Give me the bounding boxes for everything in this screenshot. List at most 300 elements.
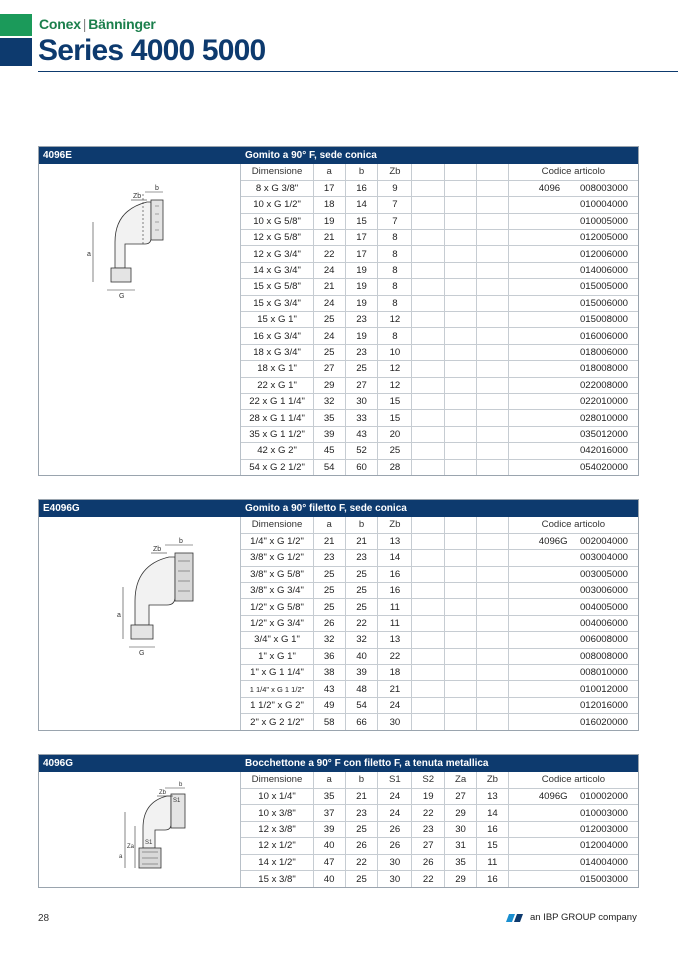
empty-cell (412, 681, 445, 697)
dimension-cell: 3/4" x G 1" (241, 632, 313, 648)
value-cell: 36 (313, 648, 345, 664)
table-row (241, 377, 638, 393)
table-row (241, 533, 638, 549)
product-section-E4096G (38, 499, 639, 731)
value-cell: 25 (313, 312, 345, 328)
article-code-cell (508, 550, 638, 566)
table-row (241, 197, 638, 213)
article-code-cell (508, 262, 638, 278)
value-cell: 39 (313, 426, 345, 442)
empty-cell (445, 213, 477, 229)
column-header: S2 (412, 772, 445, 788)
column-header: Dimensione (241, 164, 313, 180)
empty-cell (412, 697, 445, 713)
column-header: b (345, 517, 378, 533)
value-cell: 10 (378, 344, 412, 360)
svg-text:G: G (119, 293, 125, 300)
value-cell: 37 (313, 805, 345, 821)
empty-cell (476, 279, 508, 295)
value-cell: 11 (378, 615, 412, 631)
company-footer (506, 912, 637, 923)
article-code: 010012000 (579, 683, 628, 695)
article-code-cell (508, 230, 638, 246)
value-cell: 14 (476, 805, 508, 821)
value-cell: 49 (313, 697, 345, 713)
article-code-cell (508, 361, 638, 377)
value-cell: 47 (313, 854, 345, 870)
svg-text:b: b (155, 185, 159, 192)
value-cell: 24 (378, 697, 412, 713)
column-header (476, 517, 508, 533)
value-cell: 30 (345, 393, 378, 409)
value-cell: 16 (476, 821, 508, 837)
table-row (241, 344, 638, 360)
empty-cell (445, 697, 477, 713)
value-cell: 12 (378, 377, 412, 393)
column-header (476, 164, 508, 180)
empty-cell (476, 533, 508, 549)
article-code: 010002000 (579, 791, 628, 803)
empty-cell (476, 681, 508, 697)
value-cell: 15 (378, 410, 412, 426)
product-section-4096E (38, 146, 639, 476)
dimension-cell: 35 x G 1 1/2" (241, 426, 313, 442)
table-row (241, 788, 638, 804)
table-row (241, 213, 638, 229)
dimension-cell: 1" x G 1" (241, 648, 313, 664)
value-cell: 22 (378, 648, 412, 664)
value-cell: 26 (412, 854, 445, 870)
article-code-cell (508, 459, 638, 475)
article-code: 014004000 (579, 856, 628, 868)
article-code: 010005000 (579, 215, 628, 227)
value-cell: 28 (378, 459, 412, 475)
value-cell: 23 (345, 312, 378, 328)
value-cell: 54 (345, 697, 378, 713)
value-cell: 21 (378, 681, 412, 697)
value-cell: 22 (345, 854, 378, 870)
table-header-row (241, 517, 638, 533)
dimension-cell: 12 x 3/8" (241, 821, 313, 837)
article-code: 003005000 (579, 568, 628, 580)
value-cell: 29 (445, 871, 477, 887)
svg-text:S1: S1 (173, 798, 181, 804)
article-code-cell (508, 443, 638, 459)
empty-cell (412, 426, 445, 442)
product-title: Gomito a 90° F, sede conica (245, 150, 377, 161)
empty-cell (476, 583, 508, 599)
empty-cell (476, 377, 508, 393)
table-row (241, 443, 638, 459)
article-code: 035012000 (579, 428, 628, 440)
table-row (241, 714, 638, 730)
svg-text:G: G (139, 650, 145, 657)
value-cell: 19 (345, 328, 378, 344)
empty-cell (476, 410, 508, 426)
empty-cell (476, 599, 508, 615)
empty-cell (445, 648, 477, 664)
article-code: 012004000 (579, 840, 628, 852)
empty-cell (445, 632, 477, 648)
value-cell: 19 (345, 262, 378, 278)
empty-cell (412, 197, 445, 213)
table-row (241, 426, 638, 442)
product-code: E4096G (43, 503, 80, 514)
dimension-cell: 2" x G 2 1/2" (250, 716, 304, 728)
article-code-cell (508, 838, 638, 854)
empty-cell (476, 361, 508, 377)
value-cell: 24 (378, 788, 412, 804)
value-cell: 21 (313, 230, 345, 246)
svg-text:a: a (119, 854, 123, 860)
table-row (241, 632, 638, 648)
product-table (241, 772, 638, 887)
table-row (241, 550, 638, 566)
value-cell: 39 (313, 821, 345, 837)
value-cell: 35 (313, 788, 345, 804)
empty-cell (476, 328, 508, 344)
value-cell: 20 (378, 426, 412, 442)
column-header: a (313, 772, 345, 788)
article-code: 015005000 (579, 281, 628, 293)
value-cell: 19 (313, 213, 345, 229)
empty-cell (412, 393, 445, 409)
product-table (241, 164, 638, 475)
product-table (241, 517, 638, 730)
table-row (241, 312, 638, 328)
section-header (39, 147, 638, 164)
article-code: 022008000 (579, 379, 628, 391)
value-cell: 23 (345, 344, 378, 360)
value-cell: 25 (345, 583, 378, 599)
value-cell: 24 (378, 805, 412, 821)
value-cell: 13 (378, 533, 412, 549)
value-cell: 13 (378, 632, 412, 648)
value-cell: 22 (345, 615, 378, 631)
article-code: 018008000 (579, 363, 628, 375)
article-code-cell (508, 599, 638, 615)
dimension-cell: 8 x G 3/8" (241, 180, 313, 196)
empty-cell (476, 230, 508, 246)
article-code-cell (508, 328, 638, 344)
article-code: 003006000 (579, 585, 628, 597)
value-cell: 24 (313, 295, 345, 311)
column-header: a (313, 164, 345, 180)
table-row (241, 295, 638, 311)
dimension-cell: 28 x G 1 1/4" (241, 410, 313, 426)
article-code: 008008000 (579, 650, 628, 662)
value-cell: 29 (445, 805, 477, 821)
empty-cell (476, 246, 508, 262)
page-title: Series 4000 5000 (38, 34, 266, 67)
value-cell: 27 (313, 361, 345, 377)
dimension-cell: 14 x G 3/4" (241, 262, 313, 278)
value-cell: 32 (313, 632, 345, 648)
column-header: S1 (378, 772, 412, 788)
dimension-cell: 22 x G 1" (241, 377, 313, 393)
dimension-cell: 54 x G 2 1/2" (249, 461, 305, 473)
article-code-cell (508, 377, 638, 393)
value-cell: 8 (378, 279, 412, 295)
table-row (241, 615, 638, 631)
article-code-cell (508, 295, 638, 311)
empty-cell (476, 344, 508, 360)
article-code: 042016000 (579, 445, 628, 457)
empty-cell (476, 665, 508, 681)
dimension-cell: 3/8" x G 5/8" (241, 566, 313, 582)
column-header (445, 164, 477, 180)
empty-cell (412, 632, 445, 648)
empty-cell (412, 714, 445, 730)
value-cell: 43 (345, 426, 378, 442)
value-cell: 26 (378, 838, 412, 854)
empty-cell (445, 615, 477, 631)
title-divider (38, 71, 678, 72)
column-header: Codice articolo (508, 772, 638, 788)
article-code: 004006000 (579, 618, 628, 630)
table-row (241, 583, 638, 599)
dimension-cell: 22 x G 1 1/4" (241, 393, 313, 409)
value-cell: 22 (412, 871, 445, 887)
value-cell: 19 (345, 279, 378, 295)
value-cell: 54 (313, 459, 345, 475)
empty-cell (445, 279, 477, 295)
ibp-logo-icon (506, 914, 526, 922)
article-code-cell (508, 410, 638, 426)
product-code: 4096E (43, 150, 72, 161)
elbow-drawing-icon (39, 164, 242, 464)
dimension-cell: 16 x G 3/4" (241, 328, 313, 344)
fitting-drawing-elbow (39, 164, 241, 475)
value-cell: 16 (378, 583, 412, 599)
value-cell: 25 (313, 599, 345, 615)
empty-cell (476, 180, 508, 196)
table-row (241, 230, 638, 246)
dimension-cell: 15 x 3/8" (258, 873, 296, 885)
table-row (241, 279, 638, 295)
article-code: 010004000 (579, 199, 628, 211)
empty-cell (412, 615, 445, 631)
table-row (241, 566, 638, 582)
article-code: 016020000 (579, 716, 628, 728)
section-header (39, 500, 638, 517)
svg-text:b: b (179, 538, 183, 545)
empty-cell (412, 648, 445, 664)
table-header-row (241, 772, 638, 788)
value-cell: 8 (378, 328, 412, 344)
table-row (241, 361, 638, 377)
column-header: Codice articolo (508, 164, 638, 180)
column-header: Dimensione (241, 772, 313, 788)
dimension-cell: 15 x G 5/8" (241, 279, 313, 295)
value-cell: 25 (313, 583, 345, 599)
value-cell: 48 (345, 681, 378, 697)
article-code: 018006000 (579, 346, 628, 358)
value-cell: 60 (345, 459, 378, 475)
empty-cell (445, 443, 477, 459)
empty-cell (412, 344, 445, 360)
value-cell: 18 (313, 197, 345, 213)
article-code-cell (508, 681, 638, 697)
dimension-cell: 10 x 1/4" (241, 788, 313, 804)
value-cell: 40 (313, 838, 345, 854)
value-cell: 30 (378, 714, 412, 730)
value-cell: 14 (345, 197, 378, 213)
value-cell: 27 (345, 377, 378, 393)
empty-cell (445, 312, 477, 328)
article-code-prefix: 4096G (538, 791, 568, 803)
empty-cell (476, 213, 508, 229)
article-code: 008003000 (579, 183, 628, 195)
column-header (445, 517, 477, 533)
article-code-cell (508, 714, 638, 730)
empty-cell (412, 443, 445, 459)
article-code: 002004000 (579, 536, 628, 548)
value-cell: 26 (345, 838, 378, 854)
article-code: 014006000 (579, 265, 628, 277)
value-cell: 7 (378, 197, 412, 213)
table-row (241, 410, 638, 426)
value-cell: 32 (345, 632, 378, 648)
value-cell: 16 (476, 871, 508, 887)
value-cell: 21 (313, 279, 345, 295)
table-header-row (241, 164, 638, 180)
empty-cell (445, 246, 477, 262)
value-cell: 25 (345, 361, 378, 377)
dimension-cell: 10 x G 1/2" (241, 197, 313, 213)
value-cell: 25 (313, 566, 345, 582)
value-cell: 23 (345, 550, 378, 566)
union-elbow-drawing-icon (39, 772, 242, 888)
section-header (39, 755, 638, 772)
svg-text:Zb: Zb (159, 790, 167, 796)
article-code-cell (508, 279, 638, 295)
svg-text:b: b (179, 782, 183, 788)
article-code-cell (508, 246, 638, 262)
value-cell: 35 (445, 854, 477, 870)
article-code-cell (508, 426, 638, 442)
value-cell: 23 (412, 821, 445, 837)
fitting-drawing-elbow-threaded (39, 517, 241, 730)
threaded-elbow-drawing-icon (39, 517, 242, 717)
table-row (241, 180, 638, 196)
value-cell: 16 (345, 180, 378, 196)
value-cell: 43 (313, 681, 345, 697)
article-code-cell (508, 665, 638, 681)
value-cell: 21 (345, 533, 378, 549)
value-cell: 26 (378, 821, 412, 837)
empty-cell (476, 426, 508, 442)
article-code-cell (508, 312, 638, 328)
empty-cell (412, 328, 445, 344)
article-code: 010003000 (579, 807, 628, 819)
svg-text:a: a (117, 612, 121, 619)
value-cell: 11 (378, 599, 412, 615)
empty-cell (476, 648, 508, 664)
empty-cell (445, 583, 477, 599)
dimension-cell: 18 x G 1" (241, 361, 313, 377)
table-row (241, 599, 638, 615)
column-header: Zb (378, 517, 412, 533)
article-code: 022010000 (579, 396, 628, 408)
column-header: b (345, 164, 378, 180)
fitting-drawing-union-elbow (39, 772, 241, 887)
empty-cell (445, 262, 477, 278)
page-number: 28 (38, 913, 50, 924)
value-cell: 16 (378, 566, 412, 582)
column-header (412, 517, 445, 533)
product-title: Bocchettone a 90° F con filetto F, a tenuta metallica (245, 758, 489, 769)
value-cell: 24 (313, 328, 345, 344)
value-cell: 40 (345, 648, 378, 664)
empty-cell (445, 230, 477, 246)
empty-cell (445, 410, 477, 426)
dimension-cell: 18 x G 3/4" (241, 344, 313, 360)
table-row (241, 805, 638, 821)
product-code: 4096G (43, 758, 74, 769)
value-cell: 30 (378, 854, 412, 870)
svg-text:a: a (87, 251, 91, 258)
article-code: 054020000 (579, 461, 628, 473)
empty-cell (445, 180, 477, 196)
svg-text:Zb: Zb (133, 193, 142, 200)
value-cell: 15 (476, 838, 508, 854)
empty-cell (412, 246, 445, 262)
empty-cell (412, 377, 445, 393)
value-cell: 66 (345, 714, 378, 730)
empty-cell (412, 550, 445, 566)
value-cell: 30 (445, 821, 477, 837)
empty-cell (412, 665, 445, 681)
table-row (241, 854, 638, 870)
brand-color-bar-navy (0, 38, 32, 66)
empty-cell (445, 665, 477, 681)
article-code: 006008000 (579, 634, 628, 646)
brand-color-bar (0, 14, 32, 36)
value-cell: 23 (313, 550, 345, 566)
empty-cell (445, 344, 477, 360)
empty-cell (412, 180, 445, 196)
value-cell: 8 (378, 295, 412, 311)
article-code-cell (508, 648, 638, 664)
dimension-cell: 12 x 1/2" (241, 838, 313, 854)
table-row (241, 681, 638, 697)
article-code-cell (508, 533, 638, 549)
empty-cell (445, 533, 477, 549)
table-row (241, 262, 638, 278)
empty-cell (445, 393, 477, 409)
article-code: 028010000 (579, 412, 628, 424)
empty-cell (445, 681, 477, 697)
table-row (241, 393, 638, 409)
value-cell: 23 (345, 805, 378, 821)
value-cell: 21 (313, 533, 345, 549)
empty-cell (412, 213, 445, 229)
empty-cell (445, 426, 477, 442)
table-row (241, 697, 638, 713)
value-cell: 17 (345, 230, 378, 246)
value-cell: 8 (378, 262, 412, 278)
article-code-cell (508, 697, 638, 713)
article-code-prefix: 4096 (538, 183, 561, 195)
value-cell: 33 (345, 410, 378, 426)
value-cell: 8 (378, 246, 412, 262)
empty-cell (476, 632, 508, 648)
dimension-cell: 14 x 1/2" (241, 854, 313, 870)
empty-cell (445, 459, 477, 475)
article-code-prefix: 4096G (538, 536, 568, 548)
dimension-cell: 12 x G 5/8" (241, 230, 313, 246)
